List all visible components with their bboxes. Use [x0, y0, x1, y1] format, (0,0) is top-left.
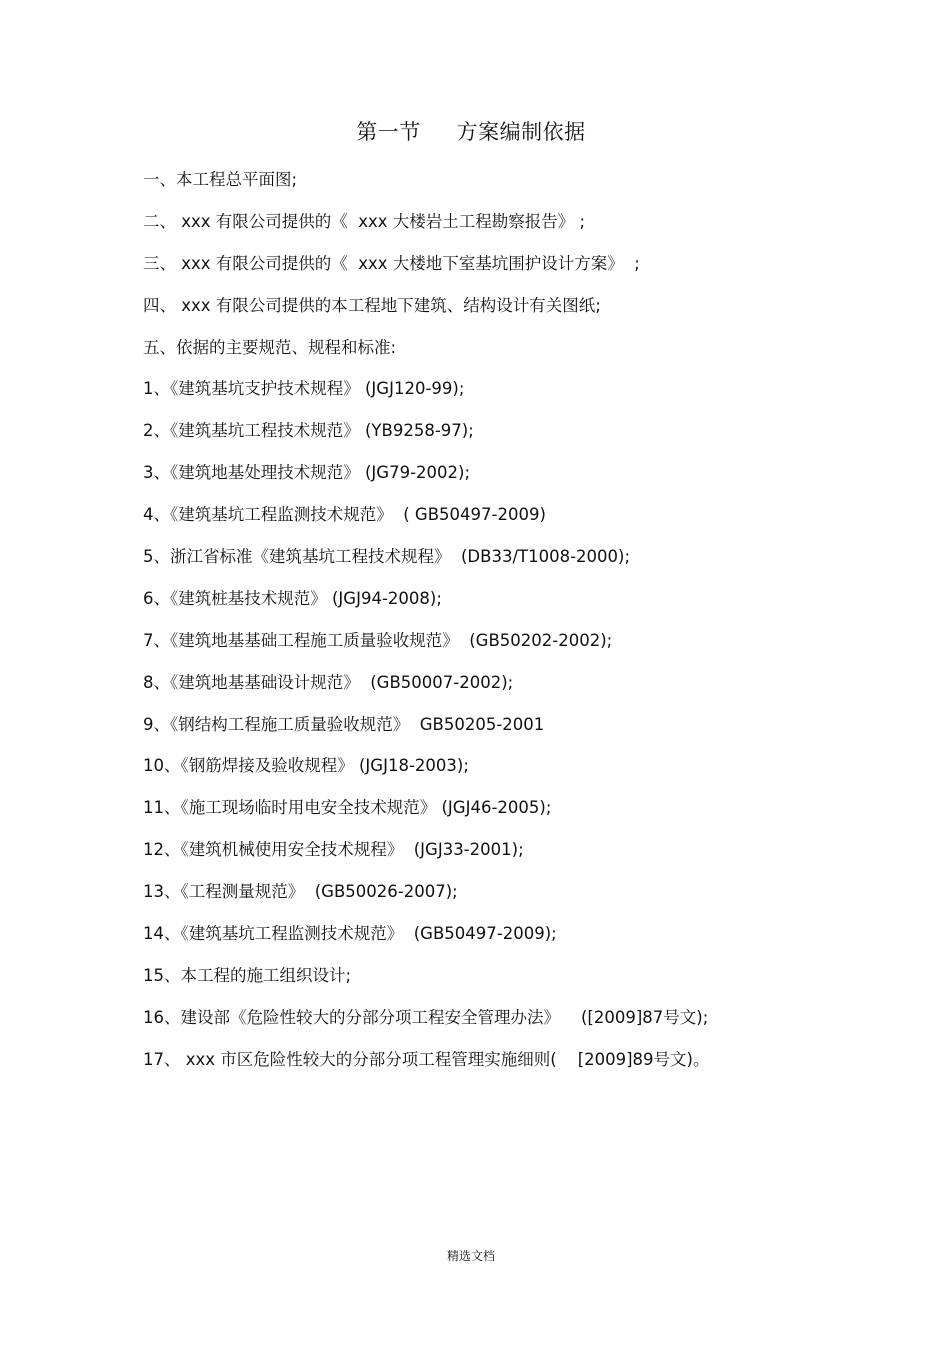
list-item: 一、本工程总平面图; [143, 170, 298, 189]
section-title: 第一节 方案编制依据 [356, 120, 586, 144]
list-item: 14、《建筑基坑工程监测技术规范》 (GB50497-2009); [143, 924, 557, 944]
list-item: 五、依据的主要规范、规程和标准: [143, 337, 397, 357]
page-footer: 精选文档 [446, 1249, 495, 1263]
list-item: 15、本工程的施工组织设计; [143, 965, 352, 985]
list-item: 11、《施工现场临时用电安全技术规范》 (JGJ46-2005); [143, 798, 552, 818]
list-item: 7、《建筑地基基础工程施工质量验收规范》 (GB50202-2002); [143, 630, 613, 650]
list-item: 1、《建筑基坑支护技术规程》 (JGJ120-99); [143, 379, 465, 399]
list-item: 三、 xxx 有限公司提供的《 xxx 大楼地下室基坑围护设计方案》 ; [143, 253, 640, 273]
list-item: 二、 xxx 有限公司提供的《 xxx 大楼岩土工程勘察报告》 ; [143, 211, 586, 231]
list-item: 9、《钢结构工程施工质量验收规范》 GB50205-2001 [143, 714, 545, 734]
list-item: 10、《钢筋焊接及验收规程》 (JGJ18-2003); [143, 756, 469, 776]
list-item: 6、《建筑桩基技术规范》 (JGJ94-2008); [143, 588, 442, 608]
list-item: 4、《建筑基坑工程监测技术规范》 ( GB50497-2009) [143, 505, 546, 525]
list-item: 12、《建筑机械使用安全技术规程》 (JGJ33-2001); [143, 840, 524, 860]
list-item: 四、 xxx 有限公司提供的本工程地下建筑、结构设计有关图纸; [143, 295, 601, 315]
list-item: 17、 xxx 市区危险性较大的分部分项工程管理实施细则( [2009]89号文)。 [143, 1049, 710, 1069]
basis-list [143, 167, 903, 1089]
list-item: 3、《建筑地基处理技术规范》 (JG79-2002); [143, 463, 471, 483]
list-item: 8、《建筑地基基础设计规范》 (GB50007-2002); [143, 672, 514, 692]
list-item: 16、建设部《危险性较大的分部分项工程安全管理办法》 ([2009]87号文); [143, 1007, 709, 1027]
list-item: 2、《建筑基坑工程技术规范》 (YB9258-97); [143, 421, 474, 441]
list-item: 13、《工程测量规范》 (GB50026-2007); [143, 882, 458, 902]
list-item: 5、浙江省标准《建筑基坑工程技术规程》 (DB33/T1008-2000); [143, 547, 631, 567]
